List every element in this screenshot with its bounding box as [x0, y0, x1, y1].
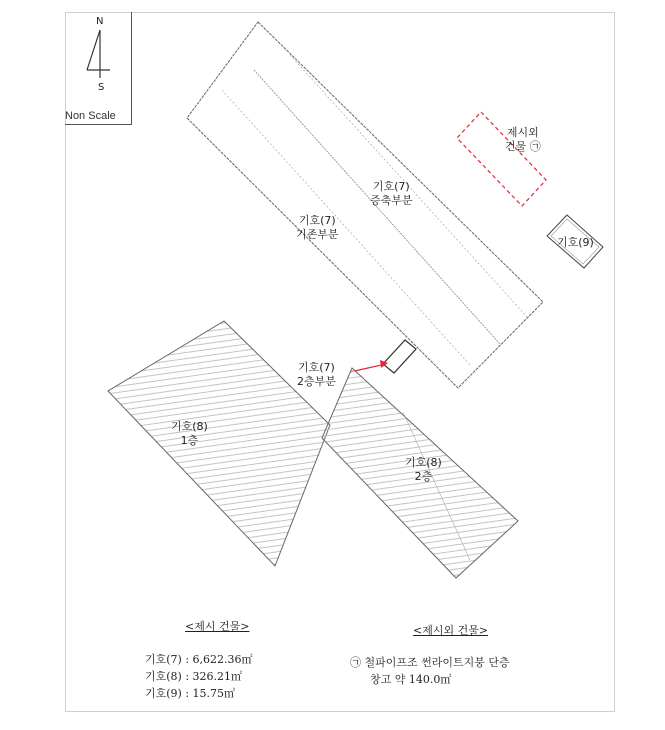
label-b8-first-line1: 기호(8): [171, 420, 208, 433]
building-7-second-floor-rect: [383, 340, 416, 373]
legend-presented-item: 기호(8) : 326.21㎡: [145, 670, 243, 683]
label-b7-extension-line1: 기호(7): [372, 180, 410, 193]
compass-north-label: N: [96, 16, 104, 27]
legend-excluded-item: ㉠ 철파이프조 썬라이트지붕 단층: [350, 656, 510, 669]
scale-label: Non Scale: [65, 110, 116, 122]
label-b7-existing-line1: 기호(7): [298, 214, 336, 227]
legend-presented-item: 기호(7) : 6,622.36㎡: [145, 653, 253, 666]
label-b7-extension: [370, 180, 413, 208]
label-b8-first-line2: 1층: [180, 434, 199, 447]
label-b8-second-line1: 기호(8): [405, 456, 442, 469]
label-b7-second-floor-line1: 기호(7): [298, 361, 335, 374]
legend-presented-item: 기호(9) : 15.75㎡: [145, 687, 236, 700]
label-excluded-line2: 건물 ㉠: [505, 140, 541, 153]
label-b8-first: [171, 420, 208, 448]
building-8-first-floor: [108, 321, 330, 566]
building-7-outline: [187, 22, 543, 388]
label-excluded-building: [505, 126, 541, 154]
label-b7-extension-line2: 증축부분: [370, 194, 413, 207]
legend-excluded-item: 창고 약 140.0㎡: [370, 673, 452, 686]
label-b8-second: [405, 456, 442, 484]
compass-south-label: S: [98, 82, 105, 93]
label-excluded-line1: 제시외: [506, 126, 539, 139]
label-b7-second-floor: [297, 361, 336, 389]
label-b9-text: 기호(9): [557, 236, 594, 249]
label-b7-existing: [296, 214, 339, 242]
legend-presented-title: <제시 건물>: [185, 620, 250, 633]
label-b7-existing-line2: 기존부분: [296, 228, 339, 241]
compass-arrow-icon: [87, 30, 110, 78]
label-b9: [557, 236, 594, 250]
label-b7-second-floor-line2: 2층부분: [297, 375, 336, 388]
label-b8-second-line2: 2층: [414, 470, 433, 483]
legend-excluded-title: <제시외 건물>: [413, 624, 489, 637]
